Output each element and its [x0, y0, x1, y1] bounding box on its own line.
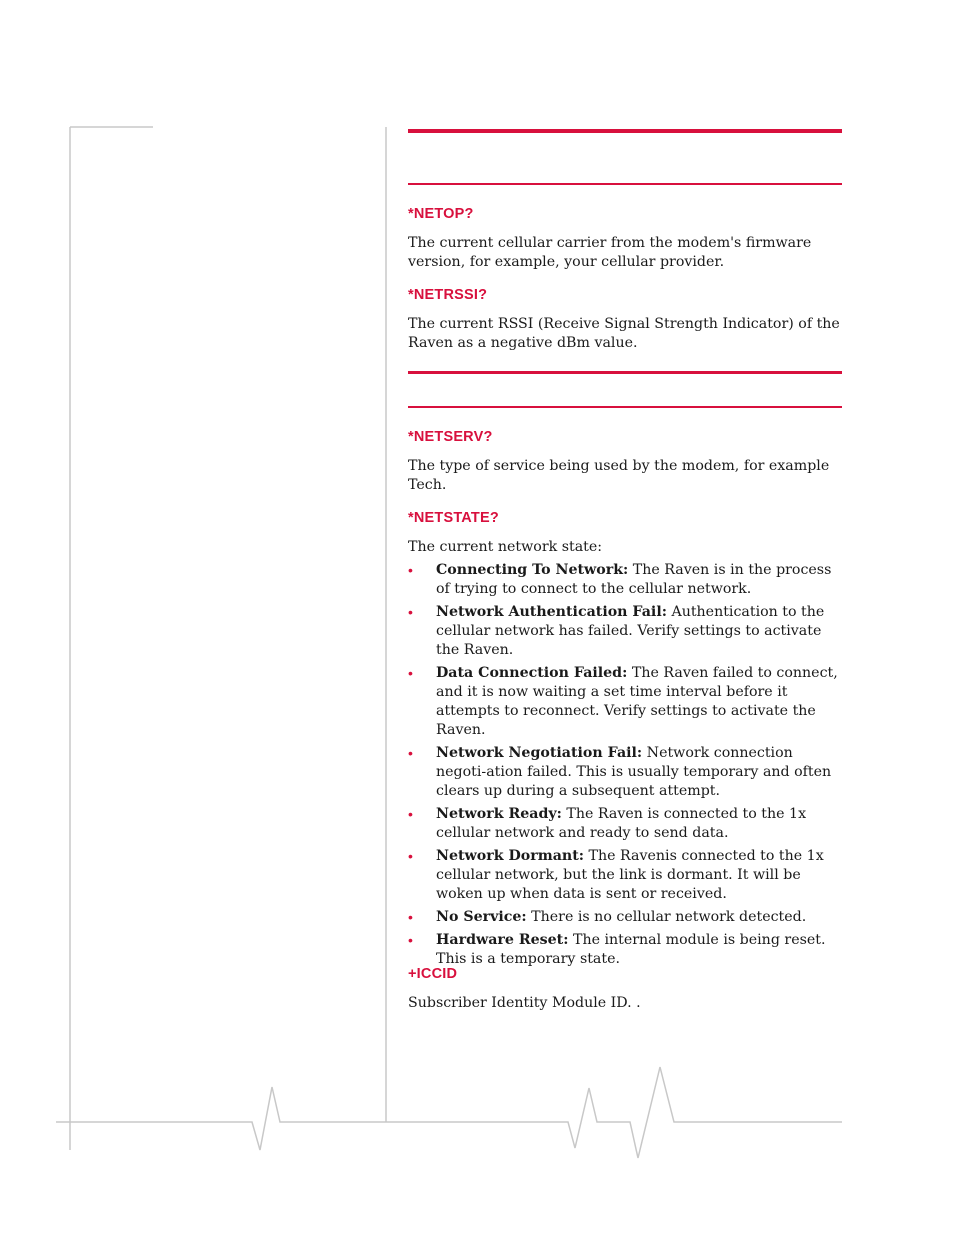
section-rule-thick-2 [408, 371, 842, 374]
section-rule-thin-2 [408, 406, 842, 408]
item-term: Network Authentication Fail: [436, 604, 667, 620]
bullet-icon: • [408, 932, 413, 948]
bullet-icon: • [408, 745, 413, 761]
list-item [408, 561, 842, 599]
netop-description: The current cellular carrier from the modem's firmware version, for example, your cellular provider. [408, 235, 812, 270]
item-desc: The Raven failed to connect, and it is now waiting a set time interval before it attempts to reconnect. Verify settings to activate the Raven. [436, 665, 838, 738]
waveform-footer-line [56, 1067, 842, 1158]
bullet-icon: • [408, 909, 413, 925]
item-desc: The Raven is connected to the 1x cellular network and ready to send data. [436, 806, 807, 841]
list-item [408, 931, 842, 969]
item-desc: Network connection negoti-ation failed. This is usually temporary and often clears up during a subsequent attempt. [436, 745, 832, 799]
list-item [408, 805, 842, 843]
item-desc: The Raven is in the process of trying to connect to the cellular network. [436, 562, 832, 597]
heading-netserv: *NETSERV? [408, 429, 493, 445]
heading-netrssi: *NETRSSI? [408, 287, 488, 303]
item-term: Data Connection Failed: [436, 665, 628, 681]
section-rule-thick-1 [408, 129, 842, 133]
list-item [408, 603, 842, 660]
iccid-description: Subscriber Identity Module ID. . [408, 995, 641, 1011]
item-term: No Service: [436, 909, 527, 925]
list-item [408, 744, 842, 801]
heading-netop: *NETOP? [408, 206, 474, 222]
bullet-icon: • [408, 665, 413, 681]
list-item [408, 664, 842, 740]
netrssi-description: The current RSSI (Receive Signal Strength Indicator) of the Raven as a negative dBm value. [408, 316, 840, 351]
bullet-icon: • [408, 806, 413, 822]
list-item [408, 908, 842, 927]
item-desc: The internal module is being reset. This is a temporary state. [436, 932, 826, 967]
item-term: Network Ready: [436, 806, 562, 822]
item-term: Network Negotiation Fail: [436, 745, 643, 761]
item-term: Connecting To Network: [436, 562, 629, 578]
netserv-description: The type of service being used by the modem, for example Tech. [408, 458, 830, 493]
netstate-list [408, 561, 842, 973]
item-desc: Authentication to the cellular network has failed. Verify settings to activate the Raven. [436, 604, 825, 658]
section-rule-thin-1 [408, 183, 842, 185]
heading-netstate: *NETSTATE? [408, 510, 499, 526]
item-term: Hardware Reset: [436, 932, 569, 948]
list-item [408, 847, 842, 904]
item-term: Network Dormant: [436, 848, 585, 864]
item-desc: The Ravenis connected to the 1x cellular network, but the link is dormant. It will be woken up when data is sent or received. [436, 848, 824, 902]
bullet-icon: • [408, 562, 413, 578]
bullet-icon: • [408, 604, 413, 620]
bullet-icon: • [408, 848, 413, 864]
netstate-description: The current network state: [408, 539, 603, 555]
heading-iccid: +ICCID [408, 966, 458, 982]
item-desc: There is no cellular network detected. [526, 909, 807, 925]
